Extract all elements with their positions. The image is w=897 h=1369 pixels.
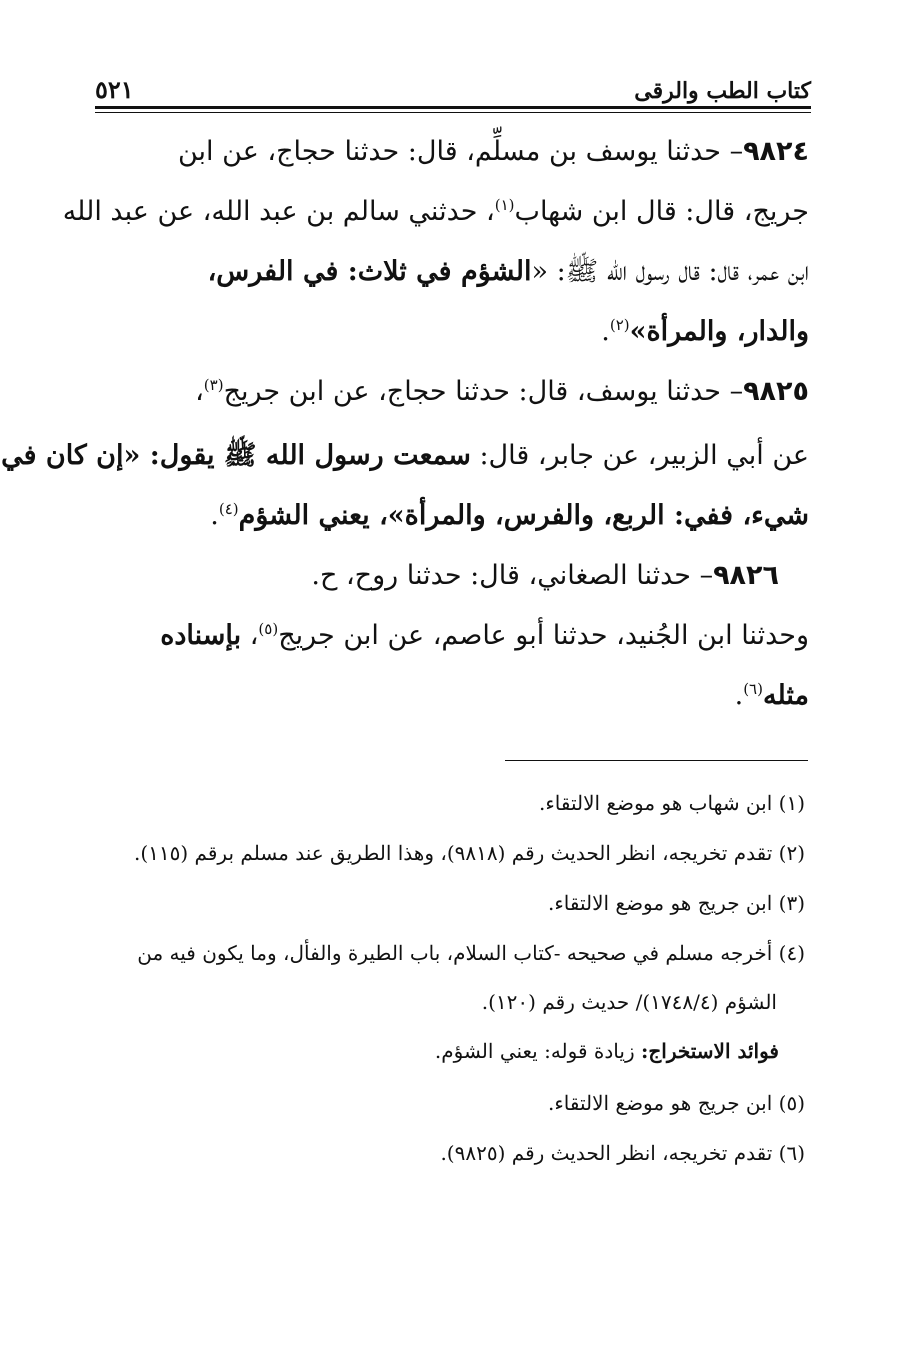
- hadith-9826-line-3: [735, 676, 809, 716]
- footnote-ref: (٢): [609, 316, 630, 334]
- header-rule-thin: [95, 112, 811, 113]
- hadith-text: ابن عمر، قال: قال رسول الله ﷺ: «: [531, 256, 809, 287]
- hadith-9824-line-4: [601, 312, 809, 352]
- hadith-matn: مثله: [762, 680, 809, 711]
- footnote-5: (٥) ابن جريج هو موضع الالتقاء.: [548, 1091, 805, 1115]
- hadith-text: – حدثنا يوسف، قال: حدثنا حجاج، عن ابن جريج: [223, 376, 744, 407]
- punct: .: [601, 316, 610, 347]
- hadith-9824-line-1: [93, 132, 809, 172]
- hadith-9825-line-2: [1, 436, 809, 476]
- hadith-9824-line-2: [62, 192, 809, 232]
- footnote-ref: (٦): [743, 680, 763, 698]
- hadith-text: جريج، قال: قال ابن شهاب: [514, 196, 809, 227]
- hadith-9826-line-1: [311, 556, 779, 596]
- punct: .: [210, 500, 219, 531]
- footnote-6: (٦) تقدم تخريجه، انظر الحديث رقم (٩٨٢٥).: [440, 1141, 805, 1165]
- benefits-text: زيادة قوله: يعني الشؤم.: [434, 1039, 641, 1063]
- punct: .: [734, 680, 744, 711]
- hadith-matn: بإسناده: [160, 620, 242, 651]
- page-number: ٥٢١: [95, 75, 134, 104]
- header-rule-thick: [95, 106, 811, 109]
- running-header: [95, 70, 811, 104]
- hadith-text: – حدثنا الصغاني، قال: حدثنا روح، ح.: [311, 560, 714, 591]
- benefits-label: فوائد الاستخراج:: [640, 1039, 779, 1063]
- hadith-text: وحدثنا ابن الجُنيد، حدثنا أبو عاصم، عن ابن جريج: [278, 620, 809, 651]
- footnote-separator: [505, 760, 808, 761]
- chapter-title: كتاب الطب والرقى: [634, 78, 811, 104]
- footnote-ref: (١): [494, 196, 515, 214]
- hadith-matn: سمعت رسول الله ﷺ يقول: «إن كان في: [1, 440, 471, 471]
- footnote-3: (٣) ابن جريج هو موضع الالتقاء.: [548, 891, 805, 915]
- footnote-ref: (٥): [258, 620, 279, 638]
- hadith-number: ٩٨٢٤: [743, 136, 809, 167]
- footnote-benefits: [435, 1036, 779, 1066]
- footnote-4-cont: الشؤم (١٧٤٨/٤)/ حديث رقم (١٢٠).: [481, 990, 777, 1014]
- hadith-text: – حدثنا يوسف بن مسلِّم، قال: حدثنا حجاج، عن ابن: [177, 136, 744, 167]
- hadith-number: ٩٨٢٥: [743, 376, 809, 407]
- footnote-1: (١) ابن شهاب هو موضع الالتقاء.: [538, 791, 805, 815]
- hadith-number: ٩٨٢٦: [713, 560, 779, 591]
- hadith-text: عن أبي الزبير، عن جابر، قال:: [470, 440, 809, 471]
- hadith-9824-line-3: [93, 252, 809, 292]
- hadith-9825-line-3: [210, 496, 809, 536]
- footnote-ref: (٤): [218, 500, 239, 518]
- hadith-matn: شيء، ففي: الربع، والفرس، والمرأة»، يعني الشؤم: [238, 500, 809, 531]
- punct: ،: [241, 620, 259, 651]
- punct: ،: [195, 376, 204, 407]
- hadith-text: ، حدثني سالم بن عبد الله، عن عبد الله: [62, 196, 495, 227]
- footnote-2: (٢) تقدم تخريجه، انظر الحديث رقم (٩٨١٨)، وهذا الطريق عند مسلم برقم (١١٥).: [133, 841, 805, 865]
- hadith-matn: والدار، والمرأة»: [629, 316, 809, 347]
- hadith-9826-line-2: [93, 616, 809, 656]
- footnote-4: (٤) أخرجه مسلم في صحيحه -كتاب السلام، باب الطيرة والفأل، وما يكون فيه من: [137, 941, 805, 965]
- hadith-matn: الشؤم في ثلاث: في الفرس،: [207, 256, 532, 287]
- hadith-9825-line-1: [93, 372, 809, 412]
- footnote-ref: (٣): [203, 376, 224, 394]
